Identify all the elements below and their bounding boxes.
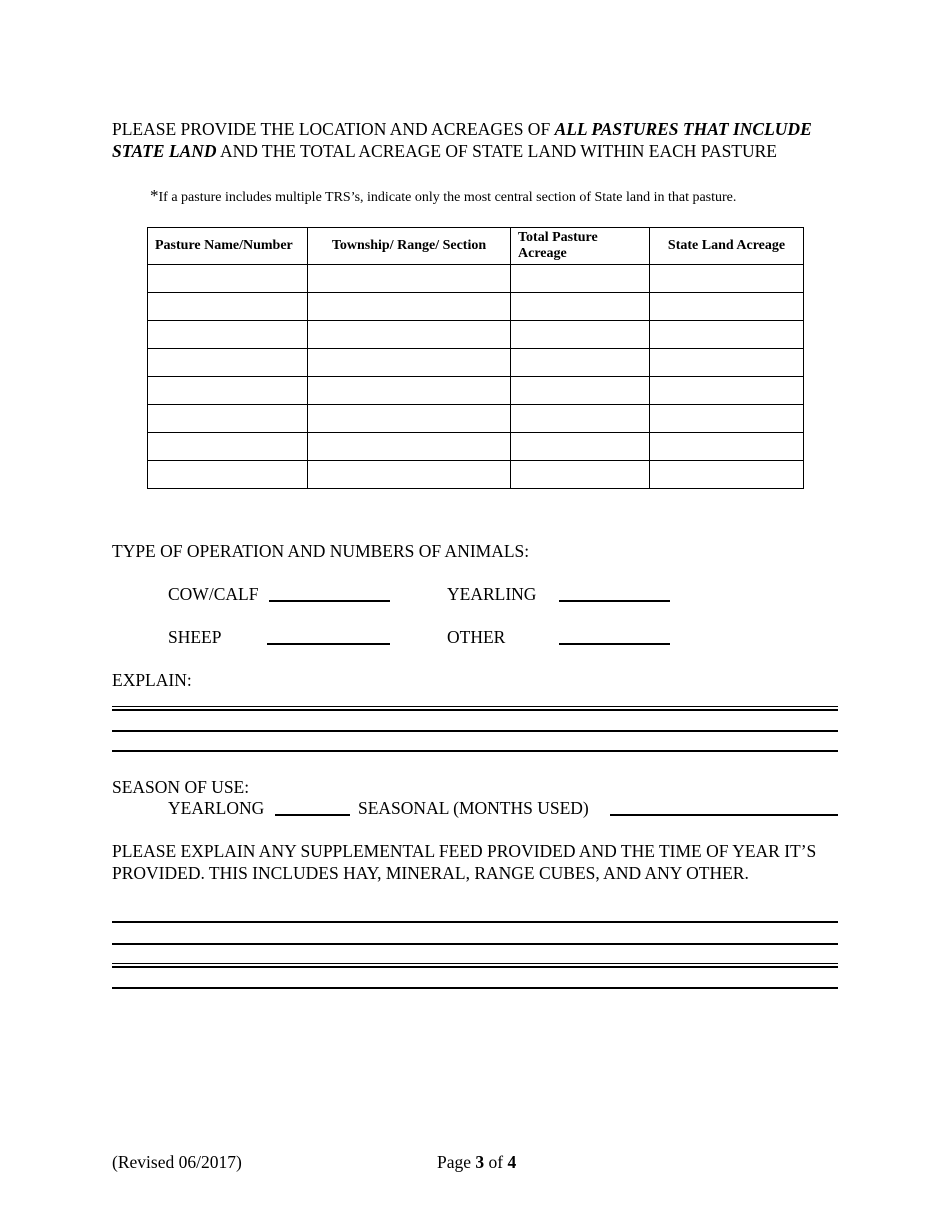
total-acreage-cell[interactable]	[511, 293, 650, 321]
pasture-name-cell[interactable]	[148, 405, 308, 433]
cow-calf-label: COW/CALF	[168, 584, 259, 604]
state-acreage-cell[interactable]	[650, 265, 804, 293]
state-acreage-cell[interactable]	[650, 349, 804, 377]
pasture-name-cell[interactable]	[148, 377, 308, 405]
state-acreage-cell[interactable]	[650, 433, 804, 461]
table-row	[148, 377, 804, 405]
table-row	[148, 461, 804, 489]
heading-text-part1: PLEASE PROVIDE THE LOCATION AND ACREAGES OF	[112, 119, 555, 139]
supplemental-line-1[interactable]	[112, 921, 838, 923]
operation-title: TYPE OF OPERATION AND NUMBERS OF ANIMALS:	[112, 541, 530, 561]
page-prefix: Page	[437, 1152, 476, 1172]
total-acreage-cell[interactable]	[511, 265, 650, 293]
supplemental-line-3a	[112, 963, 838, 964]
total-acreage-cell[interactable]	[511, 321, 650, 349]
state-acreage-cell[interactable]	[650, 377, 804, 405]
yearlong-field[interactable]	[275, 814, 350, 816]
total-acreage-cell[interactable]	[511, 461, 650, 489]
trs-cell[interactable]	[308, 293, 511, 321]
table-row	[148, 293, 804, 321]
page-of: of	[484, 1152, 508, 1172]
trs-cell[interactable]	[308, 377, 511, 405]
column-header-total-acreage: Total Pasture Acreage	[511, 228, 650, 265]
table-row	[148, 405, 804, 433]
seasonal-months-field[interactable]	[610, 814, 838, 816]
table-row	[148, 321, 804, 349]
trs-cell[interactable]	[308, 321, 511, 349]
yearlong-label: YEARLONG	[168, 798, 265, 818]
page-total: 4	[507, 1152, 517, 1172]
revision-date: (Revised 06/2017)	[112, 1152, 242, 1172]
explain-label: EXPLAIN:	[112, 670, 192, 690]
page-number	[437, 1152, 516, 1173]
page-current: 3	[475, 1152, 485, 1172]
explain-line-1a	[112, 706, 838, 707]
heading-emphasis: ALL PASTURES THAT INCLUDE STATE LAND	[112, 119, 812, 161]
trs-cell[interactable]	[308, 433, 511, 461]
trs-cell[interactable]	[308, 349, 511, 377]
table-row	[148, 265, 804, 293]
supplemental-line-4[interactable]	[112, 987, 838, 989]
note-text: If a pasture includes multiple TRS’s, indicate only the most central section of State land in that pasture.	[158, 190, 737, 205]
state-acreage-cell[interactable]	[650, 405, 804, 433]
total-acreage-cell[interactable]	[511, 377, 650, 405]
pasture-name-cell[interactable]	[148, 321, 308, 349]
explain-line-1[interactable]	[112, 709, 838, 711]
supplemental-line-3[interactable]	[112, 966, 838, 968]
trs-cell[interactable]	[308, 405, 511, 433]
trs-cell[interactable]	[308, 265, 511, 293]
column-header-state-acreage: State Land Acreage	[650, 228, 804, 265]
table-header-row	[148, 228, 804, 265]
sheep-label: SHEEP	[168, 627, 222, 647]
column-header-trs: Township/ Range/ Section	[308, 228, 511, 265]
section-heading	[112, 119, 852, 162]
seasonal-label: SEASONAL (MONTHS USED)	[358, 798, 589, 818]
sheep-field[interactable]	[267, 643, 390, 645]
trs-note	[150, 186, 736, 206]
total-acreage-cell[interactable]	[511, 349, 650, 377]
explain-line-3[interactable]	[112, 750, 838, 752]
pasture-name-cell[interactable]	[148, 433, 308, 461]
total-acreage-cell[interactable]	[511, 433, 650, 461]
pasture-name-cell[interactable]	[148, 461, 308, 489]
supplemental-line-2[interactable]	[112, 943, 838, 945]
table-row	[148, 349, 804, 377]
pasture-name-cell[interactable]	[148, 265, 308, 293]
note-asterisk: *	[150, 186, 159, 205]
supplemental-feed-text: PLEASE EXPLAIN ANY SUPPLEMENTAL FEED PROVIDED AND THE TIME OF YEAR IT’S PROVIDED. THIS INCLUDES HAY, MINERAL, RANGE CUBES, AND ANY OTHER.	[112, 841, 817, 883]
pasture-table	[147, 227, 804, 489]
state-acreage-cell[interactable]	[650, 321, 804, 349]
yearling-field[interactable]	[559, 600, 670, 602]
explain-line-2[interactable]	[112, 730, 838, 732]
state-acreage-cell[interactable]	[650, 461, 804, 489]
pasture-name-cell[interactable]	[148, 349, 308, 377]
table-row	[148, 433, 804, 461]
total-acreage-cell[interactable]	[511, 405, 650, 433]
yearling-label: YEARLING	[447, 584, 537, 604]
other-label: OTHER	[447, 627, 506, 647]
trs-cell[interactable]	[308, 461, 511, 489]
column-header-pasture-name: Pasture Name/Number	[148, 228, 308, 265]
heading-text-part2: AND THE TOTAL ACREAGE OF STATE LAND WITHIN EACH PASTURE	[216, 140, 777, 161]
pasture-name-cell[interactable]	[148, 293, 308, 321]
cow-calf-field[interactable]	[269, 600, 390, 602]
season-title: SEASON OF USE:	[112, 777, 250, 797]
other-field[interactable]	[559, 643, 670, 645]
state-acreage-cell[interactable]	[650, 293, 804, 321]
